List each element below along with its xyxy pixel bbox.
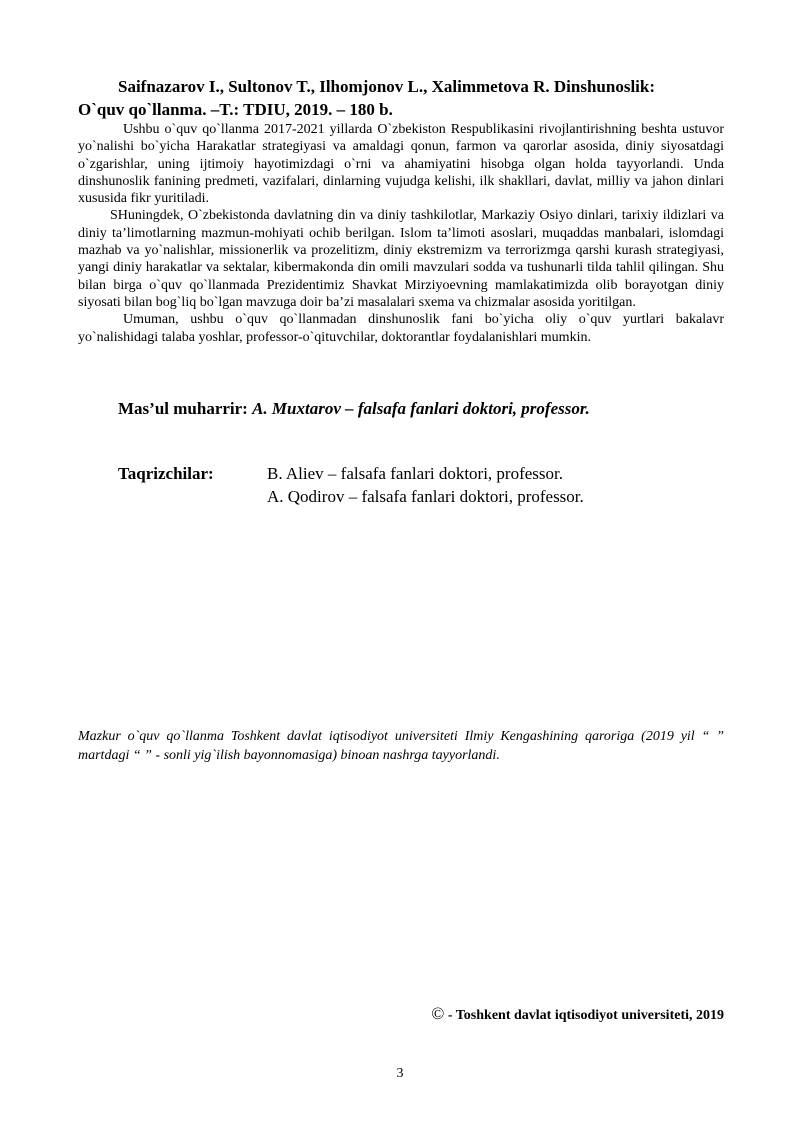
responsible-editor xyxy=(118,398,738,420)
copyright-text: - Toshkent davlat iqtisodiyot universiteti, 2019 xyxy=(444,1008,724,1023)
editor-name: A. Muxtarov – falsafa fanlari doktori, professor. xyxy=(252,399,590,418)
bibliography-line-1: Saifnazarov I., Sultonov T., Ilhomjonov L., Xalimmetova R. Dinshunoslik: xyxy=(118,77,656,96)
bibliographic-reference xyxy=(78,75,724,121)
page-number: 3 xyxy=(396,1066,404,1081)
reviewer-item: A. Qodirov – falsafa fanlari doktori, professor. xyxy=(267,487,584,506)
reviewers-list xyxy=(267,462,727,508)
annotation xyxy=(78,121,724,346)
copyright-icon: © xyxy=(431,1004,445,1023)
copyright-notice xyxy=(431,1004,724,1026)
approval-note xyxy=(78,727,724,765)
annotation-paragraph-2: SHuningdek, O`zbekistonda davlatning din va diniy tashkilotlar, Markaziy Osiyo dinlari, tarixiy ildizlari va diniy ta’limotlarning mazmun-mohiyati ochib berilgan. Islom ta’limoti asoslari, muqaddas manbalari, islomdagi mazhab va yo`nalishlar, missionerlik va prozelitizm, diniy ekstremizm va terrorizmga qarshi kurash strategiyasi, yangi diniy harakatlar va sektalar, kibermakonda din omili mavzulari sodda va tushunarli tilda tahlil qilingan. Shu bilan birga o`quv qo`llanmada Prezidentimiz Shavkat Mirziyoevning mamlakatimizda olib borayotgan diniy siyosati bilan bog`liq bo`lgan mavzuga doir ba’zi masalalari sxema va chizmalar asosida yoritilgan. xyxy=(78,208,724,310)
reviewers-label: Taqrizchilar: xyxy=(118,464,214,483)
approval-line-1: Mazkur o`quv qo`llanma Toshkent davlat iqtisodiyot universiteti Ilmiy Kengashining qaroriga xyxy=(78,729,635,744)
annotation-paragraph-3: Umuman, ushbu o`quv qo`llanmadan dinshunoslik fani bo`yicha oliy o`quv yurtlari bakalavr yo`nalishidagi talaba yoshlar, professor-o`qituvchilar, doktorantlar foydalanishlari mumkin. xyxy=(78,312,724,345)
reviewer-item: B. Aliev – falsafa fanlari doktori, professor. xyxy=(267,464,564,483)
editor-label: Mas’ul muharrir: xyxy=(118,399,248,418)
approval-line-2: (2019 yil “ ” martdagi “ ” - sonli yig`ilish bayonnomasiga) binoan nashrga tayyorlandi. xyxy=(78,729,725,763)
annotation-paragraph-1: Ushbu o`quv qo`llanma 2017-2021 yillarda O`zbekiston Respublikasini rivojlantirishning beshta ustuvor yo`nalishi bo`yicha Harakatlar strategiyasi va amaldagi qonun, farmon va qarorlar asosida, diniy siyosatdagi o`zgarishlar, uning ijtimoiy hayotimizdagi o`rni va ahamiyatini hisobga olgan holda tayyorlandi. Unda dinshunoslik fanining predmeti, vazifalari, dinlarning vujudga kelishi, ilk shakllari, davlat, milliy va jahon dinlari xususida fikr yuritiladi. xyxy=(78,122,724,207)
bibliography-line-2: O`quv qo`llanma. –T.: TDIU, 2019. – 180 b. xyxy=(78,100,393,119)
